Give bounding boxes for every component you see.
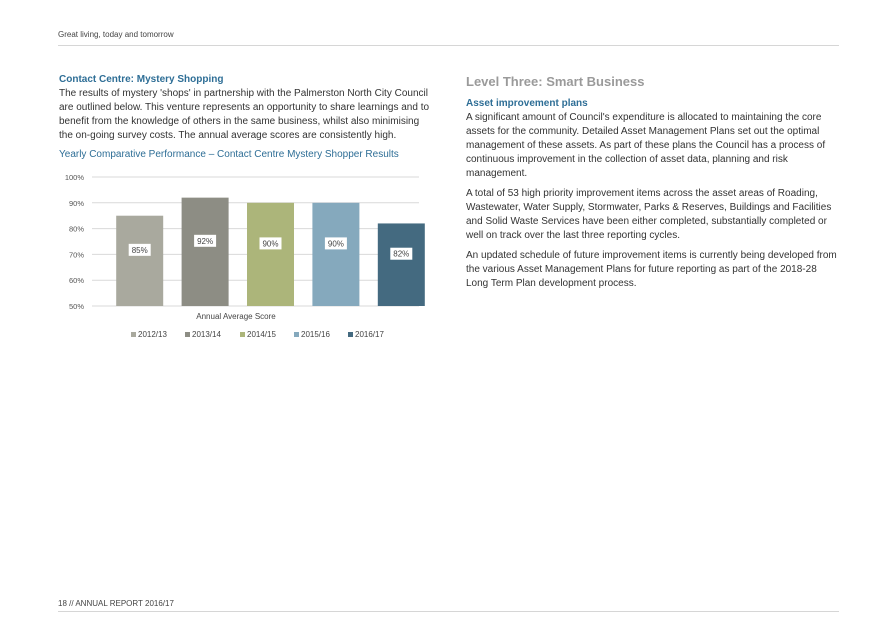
data-label: 82%: [393, 249, 410, 259]
bar-2013-14: [182, 198, 229, 306]
y-tick-label: 80%: [68, 224, 84, 234]
legend-label: 2013/14: [192, 330, 221, 339]
footer-divider: [58, 611, 839, 612]
data-label: 90%: [262, 239, 279, 249]
legend-label: 2015/16: [301, 330, 330, 339]
x-axis-title: Annual Average Score: [196, 312, 276, 321]
bar-2012-13: [116, 216, 163, 306]
mystery-shopper-chart: [59, 168, 429, 348]
asset-plans-heading: Asset improvement plans: [466, 98, 588, 109]
asset-paragraph-3: An updated schedule of future improvement items is currently being developed from the various Asset Management Plans for future reporting as part of the 2018-28 Long Term Plan development process.: [466, 250, 837, 289]
y-tick-label: 70%: [68, 250, 84, 260]
level-three-title: Level Three: Smart Business: [466, 74, 645, 89]
y-tick-label: 90%: [68, 198, 84, 208]
legend-label: 2012/13: [138, 330, 167, 339]
right-column: [466, 74, 838, 297]
mystery-shopping-paragraph: The results of mystery 'shops' in partnership with the Palmerston North City Council are outlined below. This venture represents an opportunity to share learnings and to benefit from the knowledge of others in the same business, whilst also minimising the on-going survey costs. The annual average scores are consistently high.: [59, 88, 430, 141]
header-divider: [58, 45, 839, 46]
y-tick-label: 100%: [64, 173, 84, 182]
running-header: Great living, today and tomorrow: [58, 30, 174, 39]
data-label: 90%: [327, 239, 344, 249]
bar-2016-17: [378, 223, 425, 306]
asset-paragraph-2: A total of 53 high priority improvement items across the asset areas of Roading, Wastewater, Water Supply, Stormwater, Parks & Reserves, Buildings and Facilities and Solid Waste Services have been either completed, substantially completed or well on track over the last three reporting cycles.: [466, 188, 832, 241]
page-footer: 18 // ANNUAL REPORT 2016/17: [58, 599, 174, 608]
y-tick-label: 60%: [68, 276, 84, 286]
left-column: [59, 74, 431, 160]
legend-label: 2014/15: [247, 330, 276, 339]
legend-swatch: [240, 332, 245, 337]
bar-2014-15: [247, 203, 294, 306]
bar-2015-16: [312, 203, 359, 306]
legend-swatch: [131, 332, 136, 337]
legend-swatch: [294, 332, 299, 337]
data-label: 85%: [131, 245, 148, 255]
legend-swatch: [348, 332, 353, 337]
mystery-shopping-heading: Contact Centre: Mystery Shopping: [59, 74, 224, 85]
legend-label: 2016/17: [355, 330, 384, 339]
chart-caption: Yearly Comparative Performance – Contact Centre Mystery Shopper Results: [59, 149, 399, 160]
data-label: 92%: [197, 236, 214, 246]
legend-swatch: [185, 332, 190, 337]
y-tick-label: 50%: [68, 302, 84, 311]
asset-paragraph-1: A significant amount of Council's expenditure is allocated to maintaining the core assets for the community. Detailed Asset Management Plans set out the optimal management of these assets. As part of these plans the Council has a process of continuous improvement in the collection of asset data, planning and risk management.: [466, 112, 826, 179]
